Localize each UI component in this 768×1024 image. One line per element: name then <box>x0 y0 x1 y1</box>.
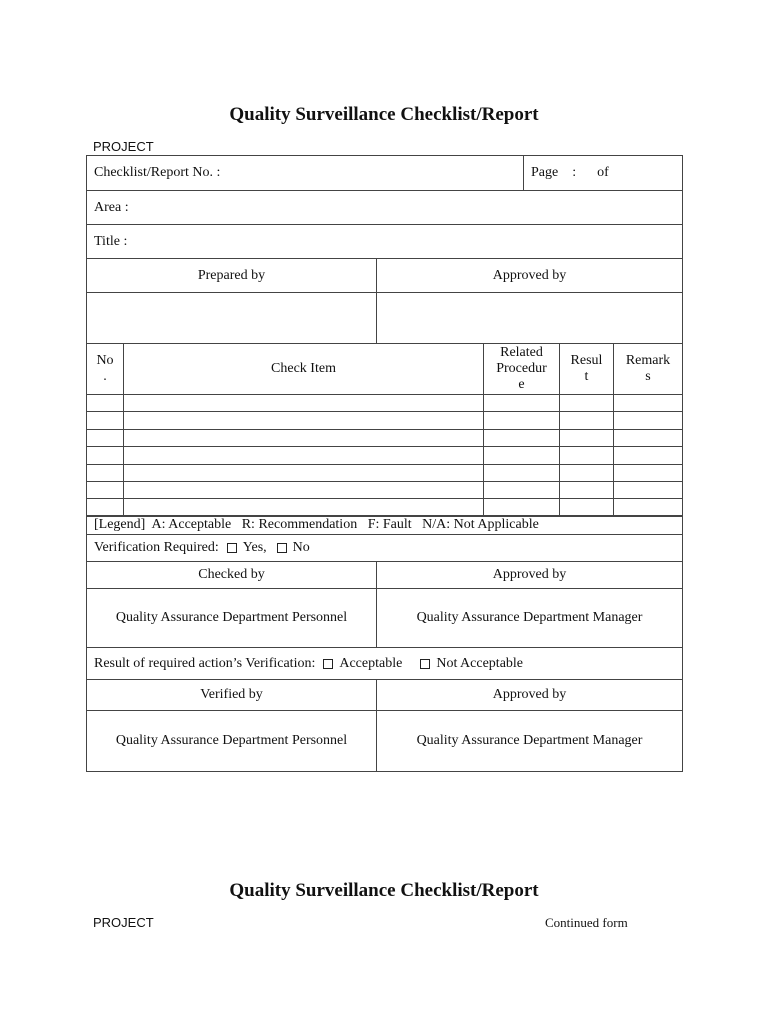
verified-approved-by-header <box>376 679 683 711</box>
checklist-no-field[interactable] <box>86 155 524 191</box>
table-cell-procedure[interactable] <box>483 464 560 482</box>
page2-project-label: PROJECT <box>93 915 154 930</box>
table-cell-check-item[interactable] <box>123 394 484 412</box>
table-cell-result[interactable] <box>559 411 614 429</box>
table-cell-procedure[interactable] <box>483 446 560 464</box>
not-acceptable-label: Not Acceptable <box>436 655 524 671</box>
table-cell-remarks[interactable] <box>613 446 683 464</box>
table-cell-remarks[interactable] <box>613 481 683 499</box>
no-label: No <box>292 540 310 555</box>
table-cell-no[interactable] <box>86 394 124 412</box>
table-cell-procedure[interactable] <box>483 481 560 499</box>
page-label: Page : of <box>531 165 609 180</box>
col-procedure-line1: Related <box>500 345 543 360</box>
title-label: Title : <box>94 233 128 249</box>
yes-checkbox[interactable] <box>227 543 237 553</box>
verification-required-label: Verification Required: <box>94 540 219 555</box>
table-cell-no[interactable] <box>86 429 124 447</box>
checked-manager-label: Quality Assurance Department Manager <box>416 610 643 625</box>
checked-personnel-cell[interactable] <box>86 588 377 648</box>
result-verification-label: Result of required action’s Verification: <box>94 655 316 671</box>
prepared-by-header <box>86 258 377 293</box>
legend-text: [Legend] A: Acceptable R: Recommendation F: Fault N/A: Not Applicable <box>94 517 539 532</box>
table-cell-result[interactable] <box>559 464 614 482</box>
table-cell-remarks[interactable] <box>613 411 683 429</box>
table-cell-result[interactable] <box>559 429 614 447</box>
col-remarks-line1: Remark <box>625 353 671 368</box>
page-field[interactable] <box>523 155 683 191</box>
continued-form-label: Continued form <box>545 915 628 930</box>
result-verification-row <box>86 647 683 680</box>
verified-personnel-cell[interactable] <box>86 710 377 772</box>
legend-row <box>86 515 683 535</box>
yes-label: Yes, <box>242 540 267 555</box>
col-remarks-line2: s <box>645 369 651 384</box>
checklist-no-label: Checklist/Report No. : <box>94 165 221 180</box>
table-cell-remarks[interactable] <box>613 464 683 482</box>
checked-by-header <box>86 561 377 589</box>
col-check-item-header <box>123 343 484 395</box>
table-cell-result[interactable] <box>559 446 614 464</box>
checked-approved-by-header <box>376 561 683 589</box>
verified-approved-by-label: Approved by <box>492 687 567 702</box>
approved-by-header <box>376 258 683 293</box>
col-no-line1: No <box>96 353 114 368</box>
table-cell-procedure[interactable] <box>483 394 560 412</box>
not-acceptable-checkbox[interactable] <box>420 659 430 669</box>
checked-approved-by-label: Approved by <box>492 567 567 582</box>
table-cell-result[interactable] <box>559 394 614 412</box>
approved-by-signature[interactable] <box>376 292 683 344</box>
area-field[interactable] <box>86 190 683 225</box>
table-cell-remarks[interactable] <box>613 429 683 447</box>
checked-manager-cell[interactable] <box>376 588 683 648</box>
table-cell-check-item[interactable] <box>123 429 484 447</box>
checked-personnel-label: Quality Assurance Department Personnel <box>115 610 348 625</box>
area-label: Area : <box>94 199 129 215</box>
col-no-header <box>86 343 124 395</box>
acceptable-label: Acceptable <box>339 655 403 671</box>
table-cell-no[interactable] <box>86 411 124 429</box>
col-result-line2: t <box>584 369 589 384</box>
table-cell-check-item[interactable] <box>123 446 484 464</box>
col-remarks-header <box>613 343 683 395</box>
verified-by-header <box>86 679 377 711</box>
table-cell-procedure[interactable] <box>483 411 560 429</box>
table-cell-check-item[interactable] <box>123 481 484 499</box>
verified-manager-cell[interactable] <box>376 710 683 772</box>
acceptable-checkbox[interactable] <box>323 659 333 669</box>
table-cell-no[interactable] <box>86 446 124 464</box>
no-checkbox[interactable] <box>277 543 287 553</box>
col-procedure-line2: Procedur <box>496 361 547 376</box>
col-result-header <box>559 343 614 395</box>
col-result-line1: Resul <box>570 353 603 368</box>
verified-by-label: Verified by <box>200 687 263 702</box>
form-title: Quality Surveillance Checklist/Report <box>229 104 539 125</box>
col-procedure-header <box>483 343 560 395</box>
approved-by-label: Approved by <box>492 267 567 283</box>
verified-personnel-label: Quality Assurance Department Personnel <box>115 733 348 748</box>
table-cell-check-item[interactable] <box>123 411 484 429</box>
col-procedure-line3: e <box>518 377 525 392</box>
col-check-item-label: Check Item <box>271 361 336 376</box>
table-cell-no[interactable] <box>86 481 124 499</box>
table-cell-check-item[interactable] <box>123 464 484 482</box>
table-cell-procedure[interactable] <box>483 429 560 447</box>
verification-required-row <box>86 534 683 562</box>
verified-manager-label: Quality Assurance Department Manager <box>416 733 643 748</box>
table-cell-no[interactable] <box>86 464 124 482</box>
table-cell-remarks[interactable] <box>613 394 683 412</box>
prepared-by-label: Prepared by <box>197 267 266 283</box>
project-label: PROJECT <box>93 139 154 154</box>
title-field[interactable] <box>86 224 683 259</box>
col-no-line2: . <box>103 369 107 384</box>
page2-title: Quality Surveillance Checklist/Report <box>229 880 539 901</box>
prepared-by-signature[interactable] <box>86 292 377 344</box>
checked-by-label: Checked by <box>198 567 265 582</box>
table-cell-result[interactable] <box>559 481 614 499</box>
